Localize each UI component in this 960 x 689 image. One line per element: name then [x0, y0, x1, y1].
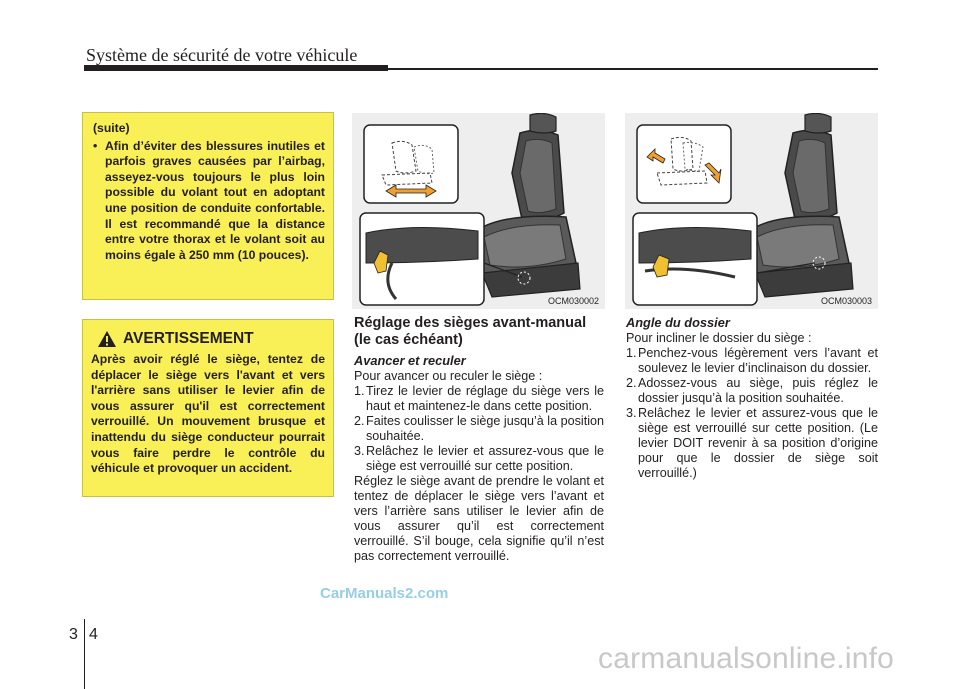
- footer-rule-vertical: [84, 619, 85, 689]
- chapter-number: 3: [69, 626, 78, 643]
- steps-seatback-angle: [626, 346, 878, 481]
- figure-seat-slide: [352, 113, 605, 309]
- subsection-title-forward-backward: Avancer et reculer: [354, 353, 466, 368]
- steps-forward-backward: [354, 384, 604, 474]
- step-item: 1. Tirez le levier de réglage du siège vers le haut et maintenez-le dans cette position.: [354, 384, 604, 413]
- warning-heading: [97, 330, 325, 348]
- watermark-left: CarManuals2.com: [320, 585, 449, 602]
- continued-list: [93, 139, 325, 264]
- figure-code: OCM030003: [820, 296, 872, 306]
- continued-warning-box: [82, 112, 334, 300]
- warning-triangle-icon: [97, 330, 117, 348]
- step-item: 2. Adossez-vous au siège, puis réglez le dossier jusqu’à la position souhaitée.: [626, 376, 878, 405]
- section-seat-adjustment: [354, 315, 604, 564]
- warning-title: AVERTISSEMENT: [123, 330, 254, 348]
- subsection-title-seatback-angle: Angle du dossier: [626, 315, 730, 330]
- watermark-right: carmanualsonline.info: [598, 642, 895, 675]
- continued-bullet: • Afin d’éviter des blessures inutiles et parfois graves causées par l’airbag, asseyez-vous toujours le plus loin possible du volant tout en adoptant une position de conduite confortable. Il est recommandé que la distance entre votre thorax et le volant soit au moins égale à 250 mm (10 pouces).: [93, 139, 325, 264]
- subsection-intro: Pour avancer ou reculer le siège :: [354, 369, 543, 383]
- warning-box: [82, 319, 334, 497]
- step-item: 2. Faites coulisser le siège jusqu’à la position souhaitée.: [354, 414, 605, 443]
- page-number: 4: [89, 626, 98, 643]
- step-item: 1. Penchez-vous légèrement vers l’avant et soulevez le levier d’inclinaison du dossier.: [626, 346, 878, 375]
- figure-code: OCM030002: [547, 296, 599, 306]
- page-header-title: Système de sécurité de votre véhicule: [86, 45, 358, 65]
- step-item: 3. Relâchez le levier et assurez-vous que le siège est verrouillé sur cette position. (Le levier DOIT revenir à sa position d’origine pour que le dossier de siège soit verrouillé.): [626, 406, 878, 480]
- subsection-intro: Pour incliner le dossier du siège :: [626, 331, 812, 345]
- header-bar: [84, 65, 388, 71]
- step-item: 3. Relâchez le levier et assurez-vous que le siège est verrouillé sur cette position.: [354, 444, 604, 473]
- seat-slide-illustration: [352, 113, 605, 309]
- section-title: Réglage des sièges avant-manual (le cas échéant): [354, 315, 587, 348]
- subsection-closing: Réglez le siège avant de prendre le volant et tentez de déplacer le siège vers l’avant et vers l’arrière sans utiliser le levier afin de vous assurer qu’il est correctement verrouillé. S’il bouge, cela signifie qu’il n’est pas correctement verrouillé.: [354, 474, 604, 563]
- warning-text: Après avoir réglé le siège, tentez de déplacer le siège vers l'avant et vers l'arrière sans utiliser le levier afin de vous assurer qu'il est correctement verrouillé. Un mouvement brusque et inattendu du siège conducteur pourrait vous faire perdre le contrôle du véhicule et provoquer un accident.: [91, 352, 325, 476]
- figure-seatback-recline: [625, 113, 878, 309]
- continued-label: (suite): [93, 121, 130, 135]
- section-seatback-angle: [626, 315, 878, 481]
- seatback-recline-illustration: [625, 113, 878, 309]
